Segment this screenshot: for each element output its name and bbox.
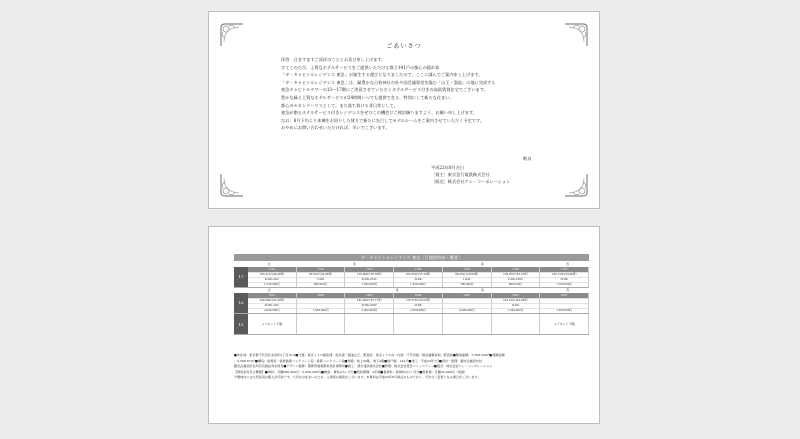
floor-rooms bbox=[248, 267, 589, 288]
room-rent: 1,050,000円 bbox=[345, 282, 393, 287]
direction-label: 東 bbox=[353, 262, 357, 266]
maisonette-cell: メゾネット下階 bbox=[248, 314, 297, 334]
note-line: ※敷地内には大型家具の搬入が可能です。大切なお住まいのため、入居時の審査がございます。本資料は平成22年8月時点のものであり、予告なく変更となる場合がございます。 bbox=[234, 375, 481, 380]
room-type: 2LDK+SIC bbox=[248, 277, 296, 282]
letter-title: ごあいさつ bbox=[386, 43, 422, 50]
room-type: 3LDK+WIC bbox=[345, 303, 393, 308]
signatory-landlord: ［貸主］東京急行電鉄株式会社 bbox=[431, 172, 490, 177]
room-type: 2LDK+WIC bbox=[345, 277, 393, 282]
letter-line: 東急キャピトルタワーの13〜17階にご用意させていただくホテルサービス付きの高級賃貸住宅でございます。 bbox=[281, 87, 488, 93]
room-cell bbox=[345, 267, 394, 288]
direction-label: 西 bbox=[566, 262, 570, 266]
room-number: 1607 bbox=[540, 293, 588, 298]
direction-label: 北 bbox=[267, 262, 271, 266]
room-cell bbox=[540, 267, 589, 288]
room-rent: 2,000,000円 bbox=[394, 308, 442, 313]
empty-cell bbox=[443, 314, 492, 334]
room-area: 96.05m²(29.06坪) bbox=[443, 272, 491, 277]
room-area: 182.35m²(55.16坪) bbox=[394, 272, 442, 277]
room-cell bbox=[394, 293, 443, 314]
room-number: 1703 bbox=[345, 267, 393, 272]
note-line: 【賃貸条件及び概要】■賃料：月額680,000円〜2,000,000円■敷金：賃料の3ヶ月分■契約期間：2年間■更新料：新賃料の1ヶ月分■駐車場：月額50,000円（別途） bbox=[234, 369, 468, 374]
room-number: 1605 bbox=[443, 293, 491, 298]
notes-section bbox=[234, 353, 589, 381]
letter-body bbox=[281, 56, 541, 132]
room-type: 1LDK bbox=[443, 277, 491, 282]
room-cell bbox=[297, 293, 346, 314]
room-area: 142.25m²(43.03坪) bbox=[492, 298, 540, 303]
letter-line: 拝啓 日ますますご清祥のこととお喜び申し上げます。 bbox=[281, 57, 386, 62]
rent-table-title: ザ・キャピトルレジデンス 東急［月額賃料表・概要］ bbox=[234, 254, 589, 261]
letter-closing: 敬具 bbox=[523, 156, 532, 161]
room-type: 2LDK bbox=[492, 303, 540, 308]
floor-row-17 bbox=[234, 267, 589, 289]
room-number: 1701 bbox=[248, 267, 296, 272]
note-line: ：5,566.67m²■構造：鉄骨造・鉄骨鉄筋コンクリート造・鉄筋コンクリート造■規模：地上29階、地下4階■総戸数：141戸■竣工：平成22年7月■設計・監理：観光企画設計社 bbox=[234, 358, 483, 363]
letter-page bbox=[208, 11, 600, 209]
room-rent: 890,000円 bbox=[492, 282, 540, 287]
room-number: 1601 bbox=[248, 293, 296, 298]
room-area: 82.61m²(24.99坪) bbox=[297, 272, 345, 277]
room-rent: 1,550,000円 bbox=[248, 282, 296, 287]
room-area: 126.37m²(38.23坪) bbox=[394, 298, 442, 303]
room-rent: 2,000,000円 bbox=[248, 308, 296, 313]
room-number: 1602 bbox=[297, 293, 345, 298]
maisonette-cell: メゾネット下階 bbox=[540, 314, 589, 334]
letter-line: 都心のセカンドハウスとして、また落ち着ける非日常として。 bbox=[281, 102, 398, 108]
room-cell bbox=[248, 293, 297, 314]
empty-cell bbox=[297, 314, 346, 334]
room-area: 163.31m²(49.40坪) bbox=[248, 272, 296, 277]
direction-label: 北 bbox=[267, 288, 271, 293]
direction-label: 東 bbox=[395, 288, 399, 293]
rent-sheet-page bbox=[208, 226, 600, 424]
room-type: 1LDK+WIC bbox=[492, 277, 540, 282]
room-cell bbox=[394, 267, 443, 288]
floor-label: 15 bbox=[234, 314, 248, 334]
room-cell bbox=[443, 267, 492, 288]
letter-line: 豊かな緑と上質なホテルサービスが24時間いつでも提供できる、特別にして新たな住まい。 bbox=[281, 94, 454, 100]
room-rent: 2,000,000円 bbox=[345, 308, 393, 313]
room-number: 1704 bbox=[394, 267, 442, 272]
room-area: 109.97m²(33.27坪) bbox=[492, 272, 540, 277]
room-area: 206.58m²(62.49坪) bbox=[248, 298, 296, 303]
letter-line: さてこのたび、上質なホテルサービスをご提供いただける都立141戸の都心の隠れ家 bbox=[281, 64, 440, 70]
room-number: 1604 bbox=[394, 293, 442, 298]
room-cell bbox=[345, 293, 394, 314]
note-line: ■所在地：東京都千代田区永田町2丁目10-3■交通：東京メトロ銀座線・南北線「溜池山王」駅直結、東京メトロ丸ノ内線・千代田線「国会議事堂前」駅直結■敷地面積：7,208.22m²■建築面積 bbox=[234, 353, 505, 357]
room-rent: 1,700,000円 bbox=[540, 282, 588, 287]
empty-cell bbox=[394, 314, 443, 334]
room-area: 126.86m²(38.38坪) bbox=[345, 272, 393, 277]
room-rent: 680,000円 bbox=[297, 282, 345, 287]
room-rent: 1,200,000円 bbox=[492, 308, 540, 313]
room-type: 3LDK+SIC bbox=[248, 303, 296, 308]
ornament-bottom-left-icon bbox=[219, 172, 245, 198]
room-area: 180.12m²(54.49坪) bbox=[540, 272, 588, 277]
rent-table bbox=[234, 262, 589, 335]
floor-row-16 bbox=[234, 293, 589, 315]
letter-line: 「ザ・キャピトルレジデンス 東急」は、緑豊かな日枝神社の杜や国会議事堂を臨む「山王・溜池」の地に完成する bbox=[281, 79, 496, 85]
room-cell bbox=[297, 267, 346, 288]
room-type: 2LDK bbox=[394, 303, 442, 308]
empty-cell bbox=[345, 314, 394, 334]
room-number: 1706 bbox=[492, 267, 540, 272]
room-number: 1606 bbox=[492, 293, 540, 298]
letter-line: おやめにお問い合わせいただければ、辛いでございます。 bbox=[281, 125, 390, 131]
room-type: 1LDK bbox=[297, 277, 345, 282]
room-number: 1603 bbox=[345, 293, 393, 298]
room-rent: 1,650,000円 bbox=[394, 282, 442, 287]
letter-date: 平成22年8月吉日 bbox=[431, 165, 465, 170]
floor-label: 17 bbox=[234, 267, 248, 288]
floor-row-15 bbox=[234, 314, 589, 335]
ornament-bottom-right-icon bbox=[563, 172, 589, 198]
room-cell bbox=[248, 267, 297, 288]
room-cell bbox=[540, 293, 589, 314]
floor-label: 16 bbox=[234, 293, 248, 314]
direction-label: 南 bbox=[480, 262, 484, 266]
note-line: 観光企画設計社所有有価証券を保有■デザイン監修：隈研吾建築都市設計事務所■施工：清水建設株式会社■管理：株式会社東急コミュニティー■販売：株式会社ケン・コーポレーション bbox=[234, 364, 493, 369]
direction-label: 西 bbox=[566, 288, 570, 293]
room-cell bbox=[492, 267, 541, 288]
room-rent: 1,950,000円 bbox=[540, 308, 588, 313]
floor-rooms bbox=[248, 314, 589, 334]
room-rent: 780,000円 bbox=[443, 282, 491, 287]
room-cell bbox=[443, 293, 492, 314]
room-number: 1702 bbox=[297, 267, 345, 272]
letter-signature bbox=[431, 164, 510, 185]
room-cell bbox=[492, 293, 541, 314]
empty-cell bbox=[492, 314, 541, 334]
direction-label: 南 bbox=[480, 288, 484, 293]
room-rent: 1,950,000円 bbox=[297, 308, 345, 313]
letter-line: なお、8月下旬より本棟をお回りした貸方で新たに先行してモデルルームをご案内させていただく予定です。 bbox=[281, 117, 485, 123]
room-area: 182.36m²(55.17坪) bbox=[345, 298, 393, 303]
room-rent: 2,000,000円 bbox=[443, 308, 491, 313]
room-number: 1705 bbox=[443, 267, 491, 272]
letter-line: 「ザ・キャピトルレジデンス 東急」が誕生する運びとなりましたので、ここに謹んでご案内申し上げます。 bbox=[281, 72, 483, 78]
letter-line: 東急が創るホテルサービス付きレジデンスをぜひこの機会にご検討賜りますよう、お願い申し上げます。 bbox=[281, 110, 477, 116]
floor-rooms bbox=[248, 293, 589, 314]
signatory-agent: ［販売］株式会社ケン・コーポレーション bbox=[431, 179, 511, 184]
room-number: 1707 bbox=[540, 267, 588, 272]
room-type: 3LDK bbox=[540, 277, 588, 282]
room-type: 3LDK bbox=[394, 277, 442, 282]
